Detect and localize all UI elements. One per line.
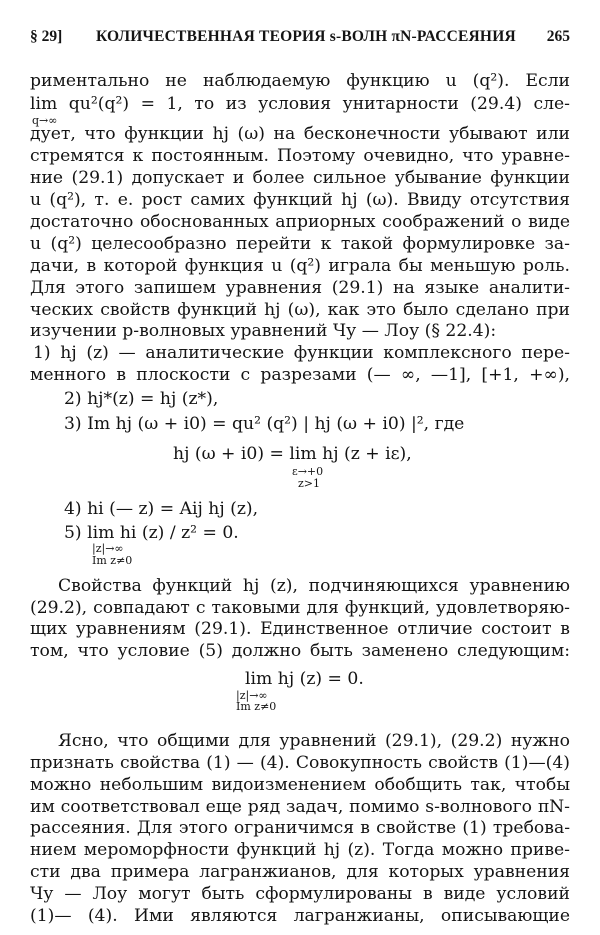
limit-subscript: Im z≠0: [236, 700, 277, 714]
text-line: щих уравнениям (29.1). Единственное отличие состоит в: [30, 619, 570, 640]
limit-subscript: Im z≠0: [92, 553, 133, 567]
property-item-3: 3) Im hj (ω + i0) = qu² (q²) | hj (ω + i0) |², где: [64, 413, 465, 434]
formula-limit: hj (ω + i0) = lim hj (z + iε),: [173, 444, 412, 465]
text-line: стремятся к постоянным. Поэтому очевидно, что уравне-: [30, 146, 570, 167]
text-line: признать свойства (1) — (4). Совокупность свойств (1)—(4): [30, 752, 570, 773]
header-section: § 29]: [30, 28, 63, 45]
text-line: сти два примера лагранжианов, для которых уравнения: [30, 862, 570, 883]
text-line: риментально не наблюдаемую функцию u (q²). Если: [30, 71, 570, 91]
text-line: изучении p-волновых уравнений Чу — Лоу (§ 22.4):: [30, 321, 497, 342]
limit-subscript: z>1: [298, 476, 321, 490]
property-item-4: 4) hi (— z) = Aij hj (z),: [64, 499, 259, 520]
limit-subscript: |z|→∞: [92, 542, 124, 556]
text-line: рассеяния. Для этого ограничимся в свойстве (1) требова-: [30, 818, 570, 839]
formula-limit: lim hj (z) = 0.: [245, 668, 364, 689]
limit-subscript: |z|→∞: [236, 688, 268, 702]
page-number: 265: [546, 28, 570, 45]
text-line: Свойства функций hj (z), подчиняющихся уравнению: [58, 575, 570, 596]
text-line: lim qu²(q²) = 1, то из условия унитарности (29.4) сле-: [30, 93, 570, 114]
text-line: том, что условие (5) должно быть заменено следующим:: [30, 641, 570, 662]
property-item-5: 5) lim hi (z) / z² = 0.: [64, 523, 239, 544]
text-line: u (q²), т. е. рост самих функций hj (ω). Ввиду отсутствия: [30, 190, 570, 210]
text-line: Чу — Лоу могут быть сформулированы в виде условий: [30, 884, 570, 905]
text-line: им соответствовал еще ряд задач, помимо s-волнового πN-: [30, 796, 570, 817]
text-line: ческих свойств функций hj (ω), как это было сделано при: [30, 299, 570, 320]
limit-subscript: ε→+0: [292, 465, 324, 479]
text-line: Для этого запишем уравнения (29.1) на языке аналити-: [30, 277, 570, 298]
property-item-2: 2) hj*(z) = hj (z*),: [64, 389, 219, 409]
property-item-1: 1) hj (z) — аналитические функции комплексного пере-: [33, 343, 570, 364]
text-line: дует, что функции hj (ω) на бесконечности убывают или: [30, 124, 570, 145]
text-line: Ясно, что общими для уравнений (29.1), (29.2) нужно: [58, 730, 570, 751]
text-line: можно небольшим видоизменением обобщить так, чтобы: [30, 774, 570, 795]
text-line: менного в плоскости с разрезами (— ∞, —1], [+1, +∞),: [30, 365, 570, 386]
text-line: дачи, в которой функция u (q²) играла бы меньшую роль.: [30, 255, 570, 276]
text-line: нием мероморфности функций hj (z). Тогда можно приве-: [30, 840, 570, 861]
text-line: достаточно обоснованных априорных соображений о виде: [30, 211, 570, 232]
text-line: ние (29.1) допускает и более сильное убывание функции: [30, 168, 570, 189]
text-line: (1)— (4). Ими являются лагранжианы, описывающие: [30, 906, 570, 926]
running-header: [30, 28, 570, 52]
text-line: (29.2), совпадают с таковыми для функций, удовлетворяю-: [30, 597, 570, 618]
text-line: u (q²) целесообразно перейти к такой формулировке за-: [30, 233, 570, 254]
limit-subscript: q→∞: [32, 113, 58, 127]
header-title: КОЛИЧЕСТВЕННАЯ ТЕОРИЯ s-ВОЛН πN-РАССЕЯНИЯ: [96, 28, 516, 45]
